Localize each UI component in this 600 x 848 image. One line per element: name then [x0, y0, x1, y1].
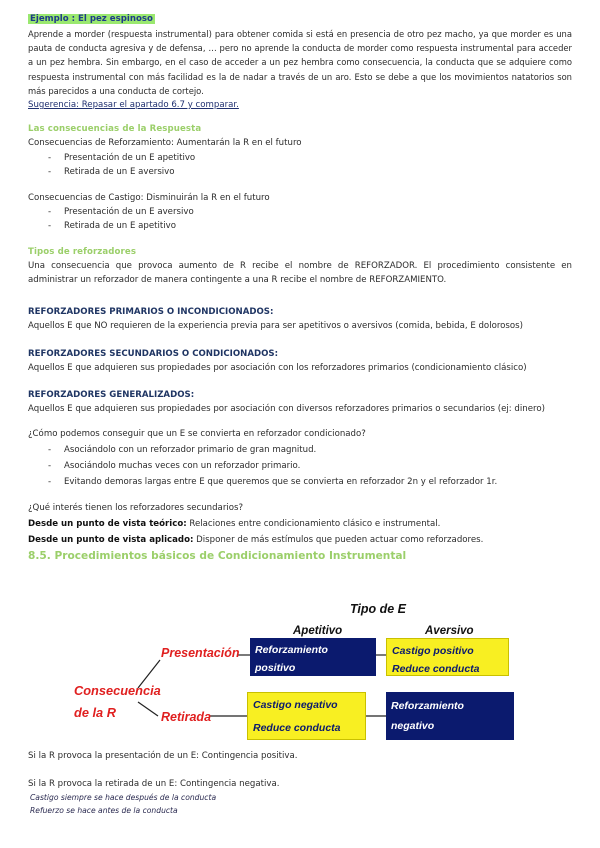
list-item: - Presentación de un E aversivo: [28, 205, 572, 219]
list-item: - Evitando demoras largas entre E que queremos que se convierta en reforzador 2n y el reforzador 1r.: [28, 474, 572, 490]
question-2: ¿Qué interés tienen los reforzadores secundarios?: [28, 502, 244, 513]
box-reforzamiento-positivo: Reforzamiento positivo Incrementa conducta: [250, 638, 376, 676]
suggestion-text: Sugerencia: Repasar el apartado 6.7 y comparar.: [28, 100, 239, 111]
col-aversivo: Aversivo: [425, 625, 474, 637]
applied-line: Desde un punto de vista aplicado: Disponer de más estímulos que pueden actuar como reforzadores.: [28, 534, 484, 545]
retirada-label: Retirada: [161, 710, 212, 724]
punishment-title: Consecuencias de Castigo: Disminuirán la R en el futuro: [28, 193, 270, 204]
theory-line: Desde un punto de vista teórico: Relaciones entre condicionamiento clásico e instrumental.: [28, 518, 441, 529]
reinforcers-heading: Tipos de reforzadores: [28, 246, 137, 257]
secondary-title: REFORZADORES SECUNDARIOS O CONDICIONADOS:: [28, 348, 279, 359]
note-refuerzo: Refuerzo se hace antes de la conducta: [30, 806, 178, 816]
consecuencia-label-2: de la R: [74, 705, 116, 720]
col-apetitivo: Apetitivo: [293, 625, 343, 637]
primary-text: Aquellos E que NO requieren de la experiencia previa para ser apetitivos o aversivos (comida, bebida, E dolorosos): [28, 321, 524, 332]
footer-line-1: Si la R provoca la presentación de un E: Contingencia positiva.: [28, 751, 298, 761]
primary-title: REFORZADORES PRIMARIOS O INCONDICIONADOS:: [28, 307, 274, 318]
note-castigo: Castigo siempre se hace después de la conducta: [30, 793, 217, 803]
general-text: Aquellos E que adquieren sus propiedades por asociación con diversos reforzadores primarios o secundarios (ej: dinero): [28, 404, 545, 415]
general-title: REFORZADORES GENERALIZADOS:: [28, 390, 195, 401]
list-item: - Asociándolo con un reforzador primario de gran magnitud.: [28, 442, 572, 458]
example-title: Ejemplo : El pez espinoso: [30, 14, 153, 24]
section-heading: 8.5. Procedimientos básicos de Condicionamiento Instrumental: [28, 549, 407, 562]
type-title: Tipo de E: [350, 602, 407, 616]
box-castigo-negativo: Castigo negativo Reduce conducta: [247, 692, 366, 740]
consequences-heading: Las consecuencias de la Respuesta: [28, 124, 202, 135]
question-1: ¿Cómo podemos conseguir que un E se convierta en reforzador condicionado?: [28, 429, 366, 440]
reinforcers-intro: Una consecuencia que provoca aumento de R recibe el nombre de REFORZADOR. El procedimiento consistente en administrar un reforzador de manera contingente a una R recibe el nombre de REFORZAMIENTO.: [28, 260, 572, 286]
example-body: Aprende a morder (respuesta instrumental) para obtener comida si está en presencia de otro pez macho, ya que morder es una pauta de conducta agresiva y de defensa, … pero no aprende la conducta de morder como respuesta instrumental para acceder a un pez hembra. Sin embargo, en el caso de acceder a un pez hembra como consecuencia, la conducta que se adquiere como respuesta instrumental con más facilidad es la de nadar a través de un aro. Esto se debe a que los movimientos natatorios son más parecidos a una conducta de cortejo.: [28, 29, 572, 96]
consecuencia-label-1: Consecuencia: [74, 683, 161, 698]
connector-line: [138, 702, 158, 716]
box-castigo-positivo: Castigo positivo Reduce conducta: [386, 638, 509, 676]
presentacion-label: Presentación: [161, 646, 240, 660]
list-item: - Asociándolo muchas veces con un reforzador primario.: [28, 458, 572, 474]
list-item: - Retirada de un E apetitivo: [28, 219, 572, 233]
footer: [28, 749, 572, 817]
list-item: - Presentación de un E apetitivo: [28, 151, 572, 165]
box-reforzamiento-negativo: Reforzamiento negativo Incrementa conducta: [386, 692, 514, 740]
list-item: - Retirada de un E aversivo: [28, 165, 572, 179]
footer-line-2: Si la R provoca la retirada de un E: Contingencia negativa.: [28, 779, 280, 790]
secondary-text: Aquellos E que adquieren sus propiedades por asociación con los reforzadores primarios (condicionamiento clásico): [28, 362, 527, 373]
reinforcement-title: Consecuencias de Reforzamiento: Aumentarán la R en el futuro: [28, 138, 302, 149]
